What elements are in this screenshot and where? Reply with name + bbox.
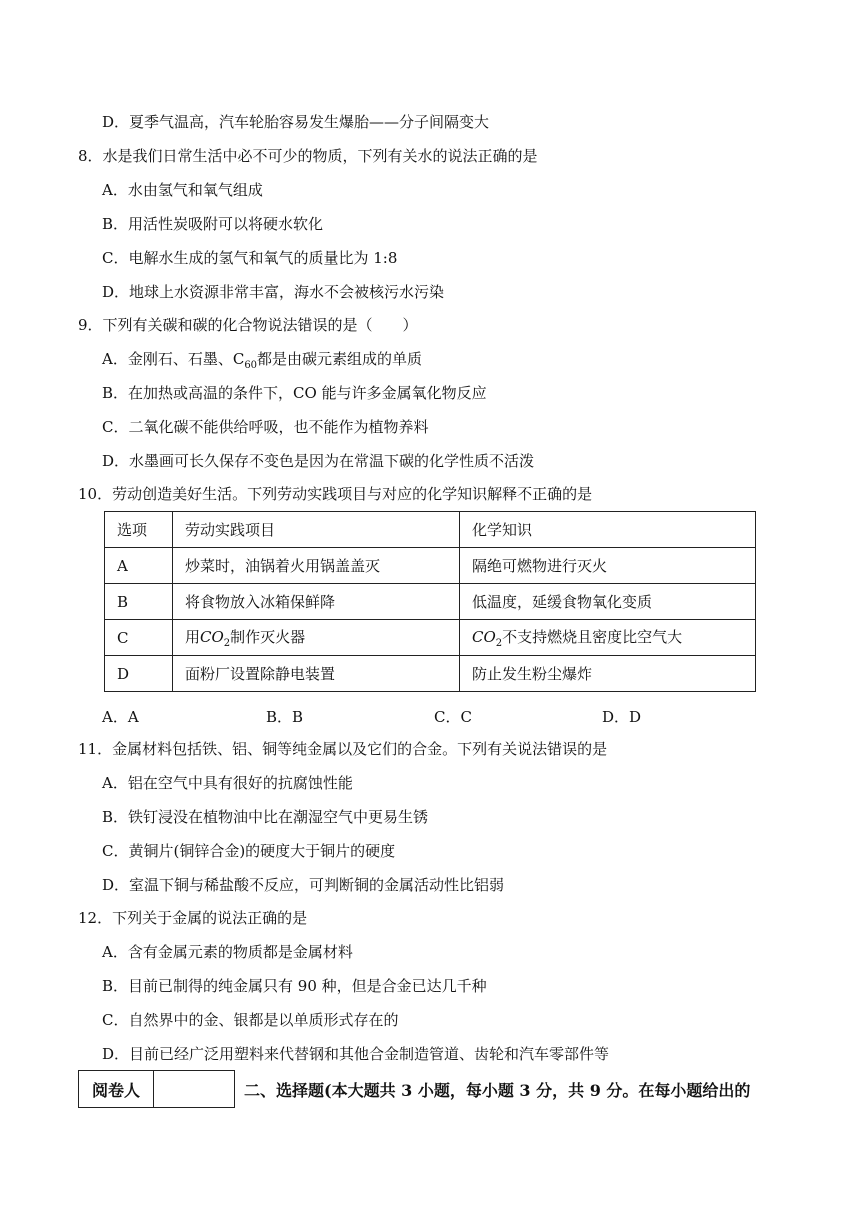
q9-option-a-pre: A．金刚石、石墨、C [102, 350, 245, 368]
q11-option-b: B．铁钉浸没在植物油中比在潮湿空气中更易生锈 [102, 808, 429, 826]
table-cell: 低温度，延缓食物氧化变质 [460, 584, 756, 620]
table-cell: B [105, 584, 173, 620]
q11-stem: 11．金属材料包括铁、铝、铜等纯金属以及它们的合金。下列有关说法错误的是 [78, 740, 608, 758]
table-row [105, 548, 756, 584]
table-cell: A [105, 548, 173, 584]
table-cell: 将食物放入冰箱保鲜降 [173, 584, 460, 620]
grader-score-field[interactable] [154, 1071, 235, 1108]
q10-answer-b: B．B [266, 708, 304, 726]
co2-formula: CO [200, 628, 224, 646]
table-cell: 炒菜时，油锅着火用锅盖盖灭 [173, 548, 460, 584]
q10-answer-a: A．A [102, 708, 139, 726]
grader-label: 阅卷人 [79, 1071, 154, 1108]
table-row [105, 584, 756, 620]
table-cell: C [105, 620, 173, 656]
grader-box [78, 1070, 235, 1108]
q8-option-d: D．地球上水资源非常丰富，海水不会被核污水污染 [102, 283, 445, 301]
q11-option-c: C．黄铜片(铜锌合金)的硬度大于铜片的硬度 [102, 842, 396, 860]
table-row [105, 620, 756, 656]
q9-stem: 9．下列有关碳和碳的化合物说法错误的是（ ） [78, 316, 418, 334]
table-header: 劳动实践项目 [173, 512, 460, 548]
co2-formula: CO [472, 628, 496, 646]
q10-answer-c: C．C [434, 708, 472, 726]
table-cell [460, 620, 756, 656]
q12-option-a: A．含有金属元素的物质都是金属材料 [102, 943, 353, 961]
table-header: 化学知识 [460, 512, 756, 548]
table-cell: D [105, 656, 173, 692]
q11-option-d: D．室温下铜与稀盐酸不反应，可判断铜的金属活动性比铝弱 [102, 876, 505, 894]
q10-stem: 10．劳动创造美好生活。下列劳动实践项目与对应的化学知识解释不正确的是 [78, 485, 593, 503]
q9-option-a [102, 349, 422, 376]
table-cell: 防止发生粉尘爆炸 [460, 656, 756, 692]
table-cell: 隔绝可燃物进行灭火 [460, 548, 756, 584]
q10-table [104, 511, 756, 692]
q11-option-a: A．铝在空气中具有很好的抗腐蚀性能 [102, 774, 353, 792]
table-row [105, 656, 756, 692]
q12-option-d: D．目前已经广泛用塑料来代替钢和其他合金制造管道、齿轮和汽车零部件等 [102, 1045, 610, 1063]
q9-option-d: D．水墨画可长久保存不变色是因为在常温下碳的化学性质不活泼 [102, 452, 535, 470]
q8-option-b: B．用活性炭吸附可以将硬水软化 [102, 215, 324, 233]
q12-option-c: C．自然界中的金、银都是以单质形式存在的 [102, 1011, 399, 1029]
table-header-row [105, 512, 756, 548]
q12-option-b: B．目前已制得的纯金属只有 90 种，但是合金已达几千种 [102, 977, 487, 995]
q9-option-a-post: 都是由碳元素组成的单质 [257, 350, 423, 368]
co2-explanation: 不支持燃烧且密度比空气大 [502, 628, 683, 646]
table-cell: 面粉厂设置除静电装置 [173, 656, 460, 692]
q7-option-d: D．夏季气温高，汽车轮胎容易发生爆胎——分子间隔变大 [102, 113, 490, 131]
co2-subscript: 2 [495, 638, 503, 649]
q8-stem: 8．水是我们日常生活中必不可少的物质，下列有关水的说法正确的是 [78, 147, 538, 165]
q12-stem: 12．下列关于金属的说法正确的是 [78, 909, 308, 927]
table-header: 选项 [105, 512, 173, 548]
q9-option-a-sub: 60 [244, 360, 258, 371]
co2-suffix: 制作灭火器 [230, 628, 306, 646]
q9-option-b: B．在加热或高温的条件下，CO 能与许多金属氧化物反应 [102, 384, 487, 402]
table-cell [173, 620, 460, 656]
q10-answer-d: D．D [602, 708, 642, 726]
q8-option-a: A．水由氢气和氧气组成 [102, 181, 263, 199]
section-title: 二、选择题(本大题共 3 小题，每小题 3 分，共 9 分。在每小题给出的 [244, 1081, 751, 1100]
q8-option-c: C．电解水生成的氢气和氧气的质量比为 1:8 [102, 249, 398, 267]
co2-prefix: 用 [185, 628, 201, 646]
q9-option-c: C．二氧化碳不能供给呼吸，也不能作为植物养料 [102, 418, 429, 436]
co2-subscript: 2 [223, 638, 231, 649]
